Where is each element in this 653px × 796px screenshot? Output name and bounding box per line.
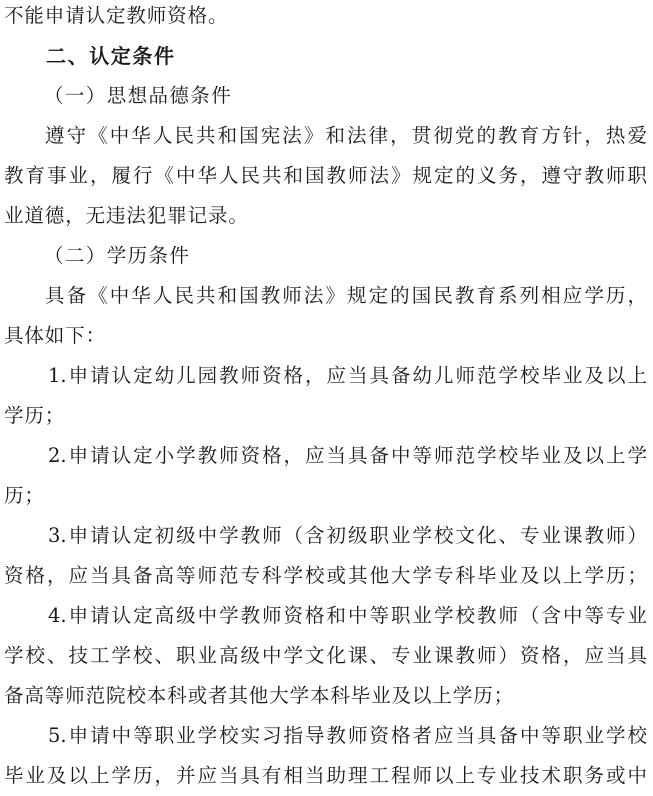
subsection-heading: （二）学历条件 xyxy=(44,244,191,267)
list-item: 1.申请认定幼儿园教师资格，应当具备幼儿师范学校毕业及以上 xyxy=(48,364,647,387)
list-item: 4.申请认定高级中学教师资格和中等职业学校教师（含中等专业 xyxy=(48,604,647,627)
text-line: 业道德，无违法犯罪记录。 xyxy=(4,204,249,227)
text-line: 教育事业，履行《中华人民共和国教师法》规定的义务，遵守教师职 xyxy=(4,164,647,187)
text-line: 具体如下： xyxy=(4,324,107,347)
text-line: 遵守《中华人民共和国宪法》和法律，贯彻党的教育方针，热爱 xyxy=(45,124,647,147)
section-heading: 二、认定条件 xyxy=(46,44,176,68)
subsection-heading: （一）思想品德条件 xyxy=(44,84,233,107)
text-line: 学历； xyxy=(4,404,66,427)
text-line: 具备《中华人民共和国教师法》规定的国民教育系列相应学历， xyxy=(45,284,647,307)
text-line: 历； xyxy=(4,484,45,507)
text-line: 备高等师范院校本科或者其他大学本科毕业及以上学历； xyxy=(4,684,515,707)
text-line: 资格，应当具备高等师范专科学校或其他大学专科毕业及以上学历； xyxy=(4,564,647,587)
list-item: 3.申请认定初级中学教师（含初级职业学校文化、专业课教师） xyxy=(48,524,647,547)
text-line: 学校、技工学校、职业高级中学文化课、专业课教师）资格，应当具 xyxy=(4,644,647,667)
text-line: 不能申请认定教师资格。 xyxy=(4,4,229,27)
list-item: 2.申请认定小学教师资格，应当具备中等师范学校毕业及以上学 xyxy=(48,444,647,467)
text-line: 毕业及以上学历，并应当具有相当助理工程师以上专业技术职务或中 xyxy=(4,764,647,787)
list-item: 5.申请中等职业学校实习指导教师资格者应当具备中等职业学校 xyxy=(48,724,647,747)
